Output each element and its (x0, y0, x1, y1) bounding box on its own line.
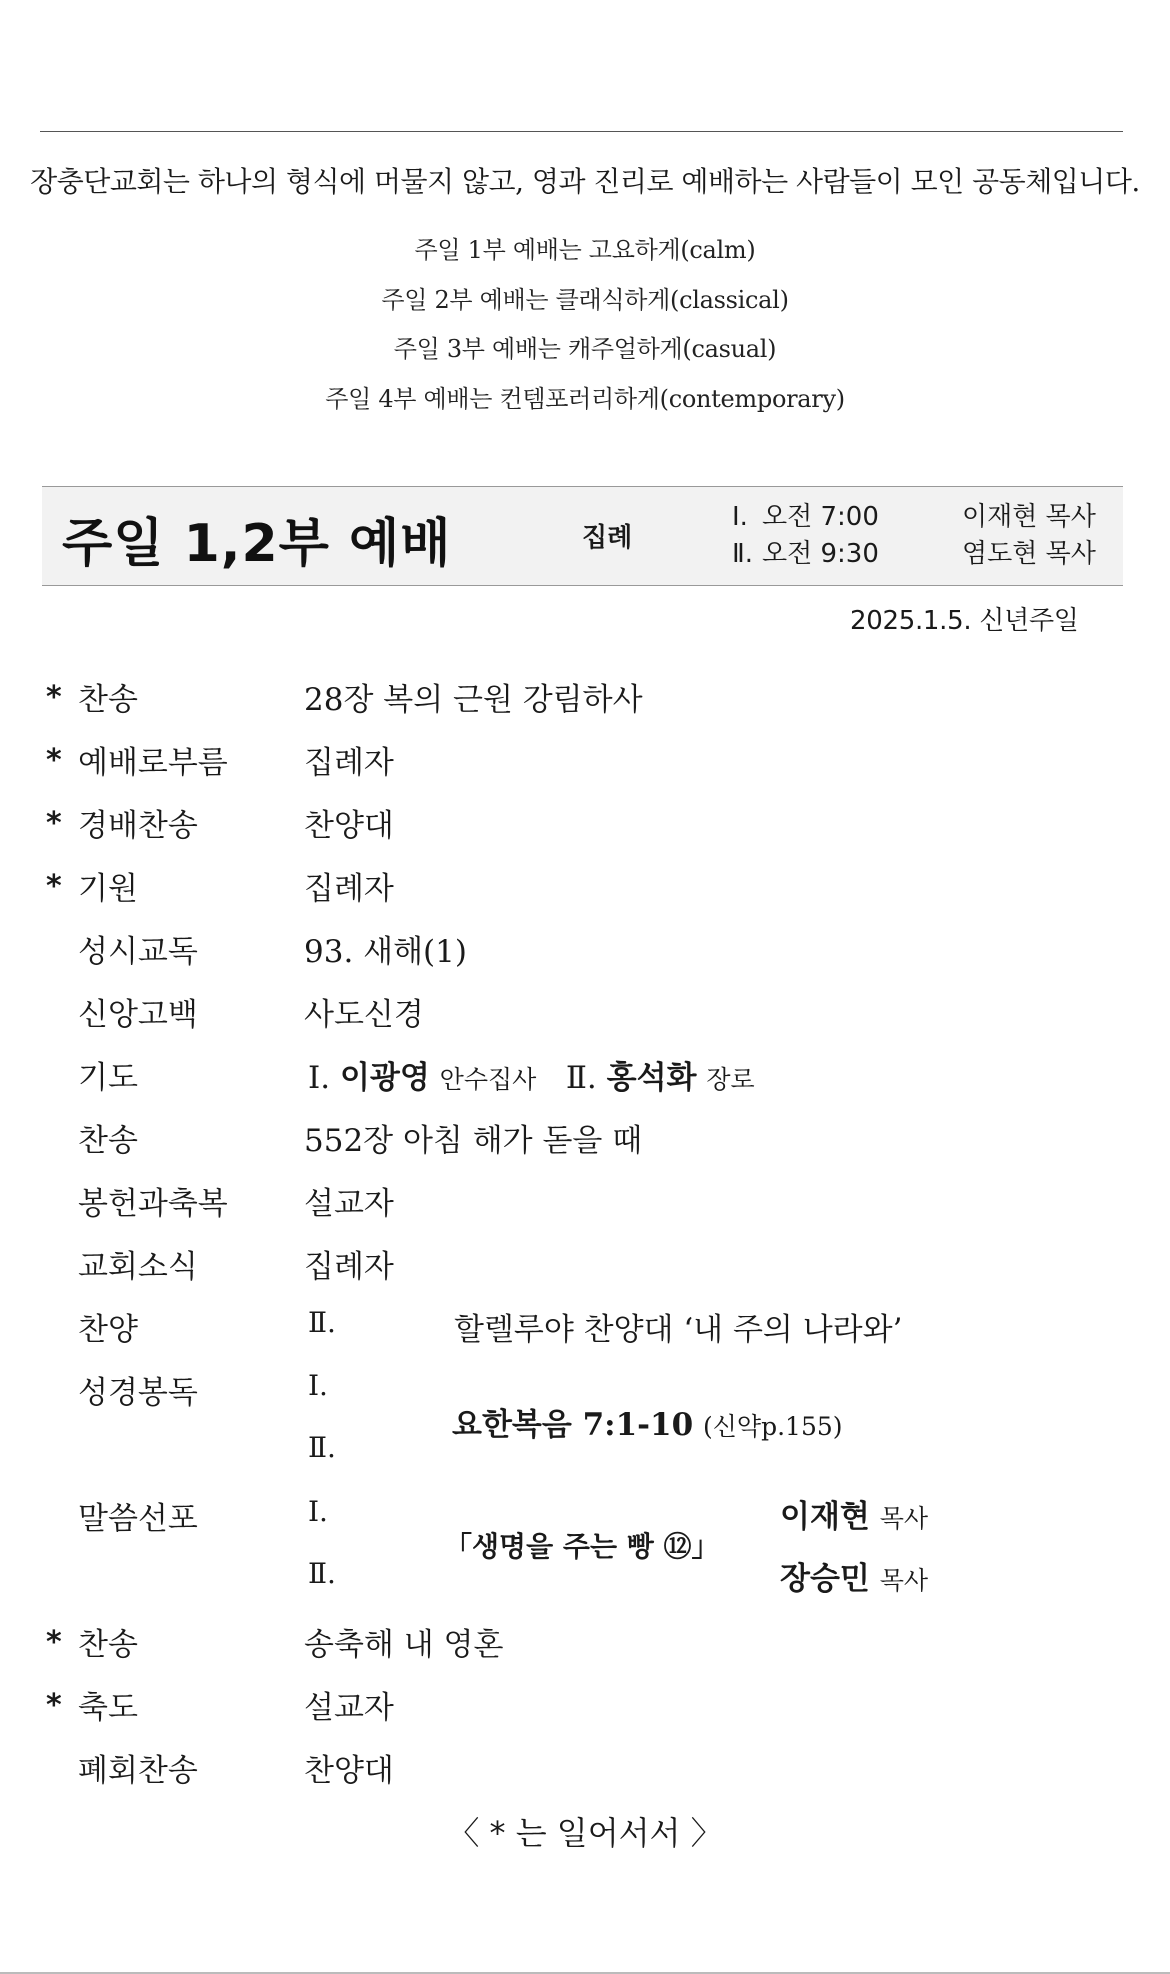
item-label: 기원 (78, 871, 138, 907)
service-time-row (732, 499, 1096, 536)
service-number: Ⅰ. (308, 1369, 328, 1402)
item-content: 설교자 (304, 1690, 394, 1726)
service-number: Ⅱ. (308, 1306, 336, 1339)
stand-marker: * (46, 680, 62, 715)
item-label: 예배로부름 (78, 745, 228, 781)
item-content: 집례자 (304, 1249, 394, 1285)
order-item-praise (46, 792, 1126, 855)
stand-marker: * (46, 1688, 62, 1723)
service-leader: 염도현 목사 (962, 539, 1096, 569)
order-of-worship (46, 666, 1126, 1800)
stand-marker: * (46, 869, 62, 904)
item-label: 교회소식 (78, 1249, 198, 1285)
stand-marker: * (46, 743, 62, 778)
item-label: 경배찬송 (78, 808, 198, 844)
item-label: 찬송 (78, 1123, 138, 1159)
item-content: 송축해 내 영혼 (304, 1627, 504, 1663)
top-divider (40, 131, 1123, 132)
prayer-leader-name: 홍석화 (606, 1060, 697, 1096)
item-label: 찬송 (78, 682, 138, 718)
item-label: 찬송 (78, 1627, 138, 1663)
preacher-role: 목사 (879, 1504, 929, 1533)
service-number: Ⅱ. (308, 1557, 336, 1590)
order-item-prayer (46, 1044, 1126, 1107)
sermon-title: 「생명을 주는 빵 ⑫」 (444, 1530, 720, 1563)
item-label: 찬양 (78, 1312, 138, 1348)
stand-marker: * (46, 1625, 62, 1660)
order-item-hymn (46, 1611, 1126, 1674)
item-content: 할렐루야 찬양대 ‘내 주의 나라와’ (454, 1312, 903, 1348)
service-date: 2025.1.5. 신년주일 (850, 606, 1079, 636)
item-label: 봉헌과축복 (78, 1186, 228, 1222)
order-item-invocation (46, 855, 1126, 918)
prayer-leader-role: 장로 (706, 1065, 755, 1094)
service-times (732, 499, 1096, 573)
service-time: 오전 7:00 (762, 502, 879, 532)
order-item-church-news (46, 1233, 1126, 1296)
item-content: 552장 아침 해가 돋을 때 (304, 1123, 643, 1159)
order-item-hymn (46, 666, 1126, 729)
order-item-scripture-reading (46, 1359, 1126, 1485)
service-number: Ⅱ. (565, 1060, 597, 1096)
item-content: 집례자 (304, 871, 394, 907)
preacher-name: 이재현 (780, 1499, 870, 1535)
service-time: 오전 9:30 (762, 539, 879, 569)
order-item-hymn (46, 1107, 1126, 1170)
item-content (308, 1052, 755, 1097)
service-title: 주일 1,2부 예배 (62, 514, 452, 574)
service-leader: 이재현 목사 (962, 502, 1096, 532)
service-1-description: 주일 1부 예배는 고요하게(calm) (414, 236, 756, 264)
item-content (452, 1399, 843, 1444)
service-3-description: 주일 3부 예배는 캐주얼하게(casual) (393, 335, 777, 363)
scripture-passage: 요한복음 7:1-10 (452, 1407, 694, 1443)
scripture-page: (신약p.155) (703, 1412, 843, 1441)
item-label: 폐회찬송 (78, 1753, 198, 1789)
item-label: 기도 (78, 1060, 138, 1096)
church-intro: 장충단교회는 하나의 형식에 머물지 않고, 영과 진리로 예배하는 사람들이 모인 공동체입니다. (30, 165, 1140, 198)
item-content: 찬양대 (304, 808, 394, 844)
service-number: Ⅰ. (308, 1495, 328, 1528)
service-2-description: 주일 2부 예배는 클래식하게(classical) (381, 286, 789, 314)
order-item-anthem (46, 1296, 1126, 1359)
service-number: Ⅰ. (308, 1060, 331, 1096)
item-content: 93. 새해(1) (304, 934, 467, 970)
order-item-creed (46, 981, 1126, 1044)
service-number: Ⅱ. (308, 1431, 336, 1464)
prayer-leader-role: 안수집사 (439, 1065, 537, 1094)
preacher-name: 장승민 (780, 1561, 870, 1597)
service-header-bar (42, 486, 1123, 586)
item-content: 28장 복의 근원 강림하사 (304, 682, 643, 718)
officiant-label: 집례 (582, 523, 633, 553)
order-item-closing-hymn (46, 1737, 1126, 1800)
order-item-call-to-worship (46, 729, 1126, 792)
prayer-leader-name: 이광영 (339, 1060, 430, 1096)
order-item-sermon (46, 1485, 1126, 1611)
preacher-role: 목사 (879, 1566, 929, 1595)
item-label: 성경봉독 (78, 1375, 198, 1411)
service-time-row (732, 536, 1096, 573)
item-label: 성시교독 (78, 934, 198, 970)
order-item-offering (46, 1170, 1126, 1233)
stand-note: 〈 * 는 일어서서 〉 (447, 1814, 723, 1852)
item-content: 집례자 (304, 745, 394, 781)
item-label: 말씀선포 (78, 1501, 198, 1537)
stand-marker: * (46, 806, 62, 841)
item-content: 설교자 (304, 1186, 394, 1222)
preacher (780, 1553, 928, 1598)
order-item-responsive-reading (46, 918, 1126, 981)
service-number: Ⅰ. (732, 502, 748, 532)
order-item-benediction (46, 1674, 1126, 1737)
preacher (780, 1491, 928, 1536)
service-4-description: 주일 4부 예배는 컨템포러리하게(contemporary) (325, 385, 845, 413)
item-content: 찬양대 (304, 1753, 394, 1789)
item-label: 신앙고백 (78, 997, 198, 1033)
item-label: 축도 (78, 1690, 138, 1726)
item-content: 사도신경 (304, 997, 424, 1033)
service-number: Ⅱ. (732, 539, 754, 569)
